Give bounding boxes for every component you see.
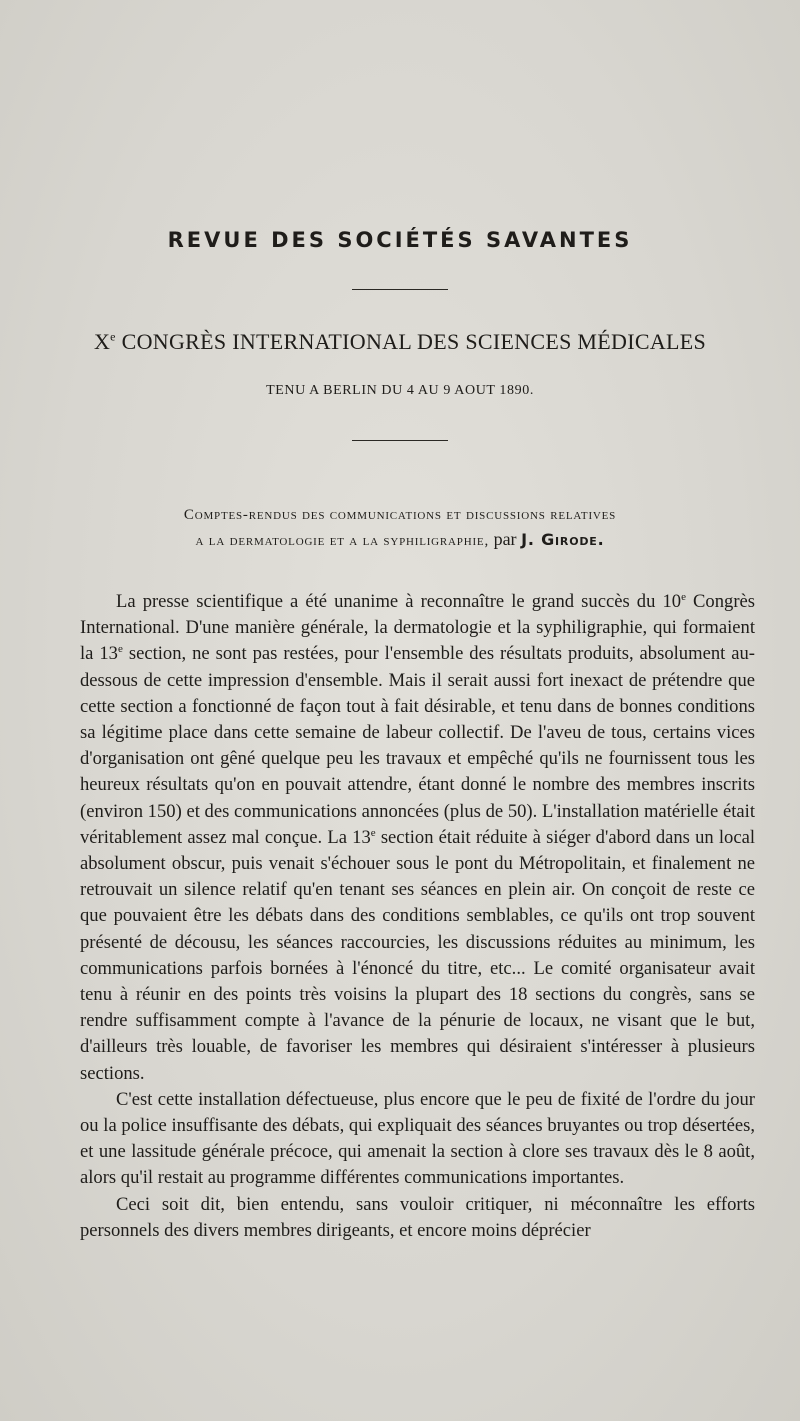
congress-dates: TENU A BERLIN DU 4 AU 9 AOUT 1890.: [266, 383, 534, 398]
congress-title-text: CONGRÈS INTERNATIONAL DES SCIENCES MÉDICALES: [121, 329, 707, 354]
congress-ordinal-suffix: e: [110, 329, 116, 344]
header-divider: [352, 440, 448, 441]
paragraph-2: C'est cette installation défectueuse, plus encore que le peu de fixité de l'ordre du jour ou la police insuffisante des débats, qui expliquait des séances bruyantes ou trop désertées, et une lassitude générale précoce, qui amenait la section à clore ses travaux dès le 8 août, alors qu'il restait au programme différentes communications importantes.: [80, 1088, 755, 1189]
title-divider: [352, 289, 448, 290]
author-prefix: par: [493, 529, 517, 549]
author-name: J. Girode.: [521, 530, 605, 549]
paragraph-1-segment-3: section, ne sont pas restées, pour l'ensemble des résultats produits, absolument au-dessous de cette impression d'ensemble. Mais il serait aussi fort inexact de prétendre que cette section a fonctionné de façon tout à fait désirable, et tenu dans de bonnes conditions sa légitime place dans cette semaine de labeur collectif. De l'aveu de tous, certains vices d'organisation ont gêné quelque peu les travaux et empêché qu'ils ne fournissent tous les heureux résultats qu'on en pouvait attendre, étant donné le nombre des membres inscrits (environ 150) et des communications annoncées (plus de 50). L'installation matérielle était véritablement assez mal conçue. La 13: [80, 643, 755, 848]
congress-title: [0, 329, 800, 355]
congress-ordinal: X: [93, 329, 111, 354]
superscript-e: e: [681, 590, 686, 603]
article-subtitle: [0, 503, 800, 553]
paragraph-1-segment-1: La presse scientifique a été unanime à reconnaître le grand succès du 10: [116, 591, 682, 612]
superscript-e: e: [117, 643, 123, 656]
article-body: [80, 589, 755, 1244]
subtitle-line-2: [0, 527, 800, 553]
paragraph-1-segment-4: section était réduite à siéger d'abord dans un local absolument obscur, puis venait s'échouer sous le pont du Métropolitain, et finalement ne retrouvait un silence relatif qu'en tenant ses séances en plein air. On conçoit de reste ce que pouvaient être les débats dans des conditions semblables, ce qu'ils ont trop souvent présenté de décousu, les séances raccourcies, les discussions réduites au minimum, les communications parfois bornées à l'énoncé du titre, etc... Le comité organisateur avait tenu à réunir en des points très voisins la plupart des 18 sections du congrès, sans se rendre suffisamment compte à l'avance de la pénurie de locaux, ne visant que le but, d'ailleurs très louable, de favoriser les membres qui désiraient s'intéresser à plusieurs sections.: [80, 826, 756, 1084]
subtitle-line-1: Comptes-rendus des communications et discussions relatives: [183, 507, 617, 523]
paragraph-3: Ceci soit dit, bien entendu, sans vouloir critiquer, ni méconnaître les efforts personnels des divers membres dirigeants, et encore moins déprécier: [80, 1193, 755, 1241]
subtitle-line-2-text: a la dermatologie et a la syphiligraphie,: [195, 533, 489, 549]
superscript-e: e: [370, 826, 376, 839]
paragraph-1: [80, 589, 755, 1087]
journal-section-title: REVUE DES SOCIÉTÉS SAVANTES: [167, 228, 633, 252]
paragraph-1-segment-2: Congrès International. D'une manière générale, la dermatologie et la syphiligraphie, qui formaient la 13: [80, 591, 756, 665]
